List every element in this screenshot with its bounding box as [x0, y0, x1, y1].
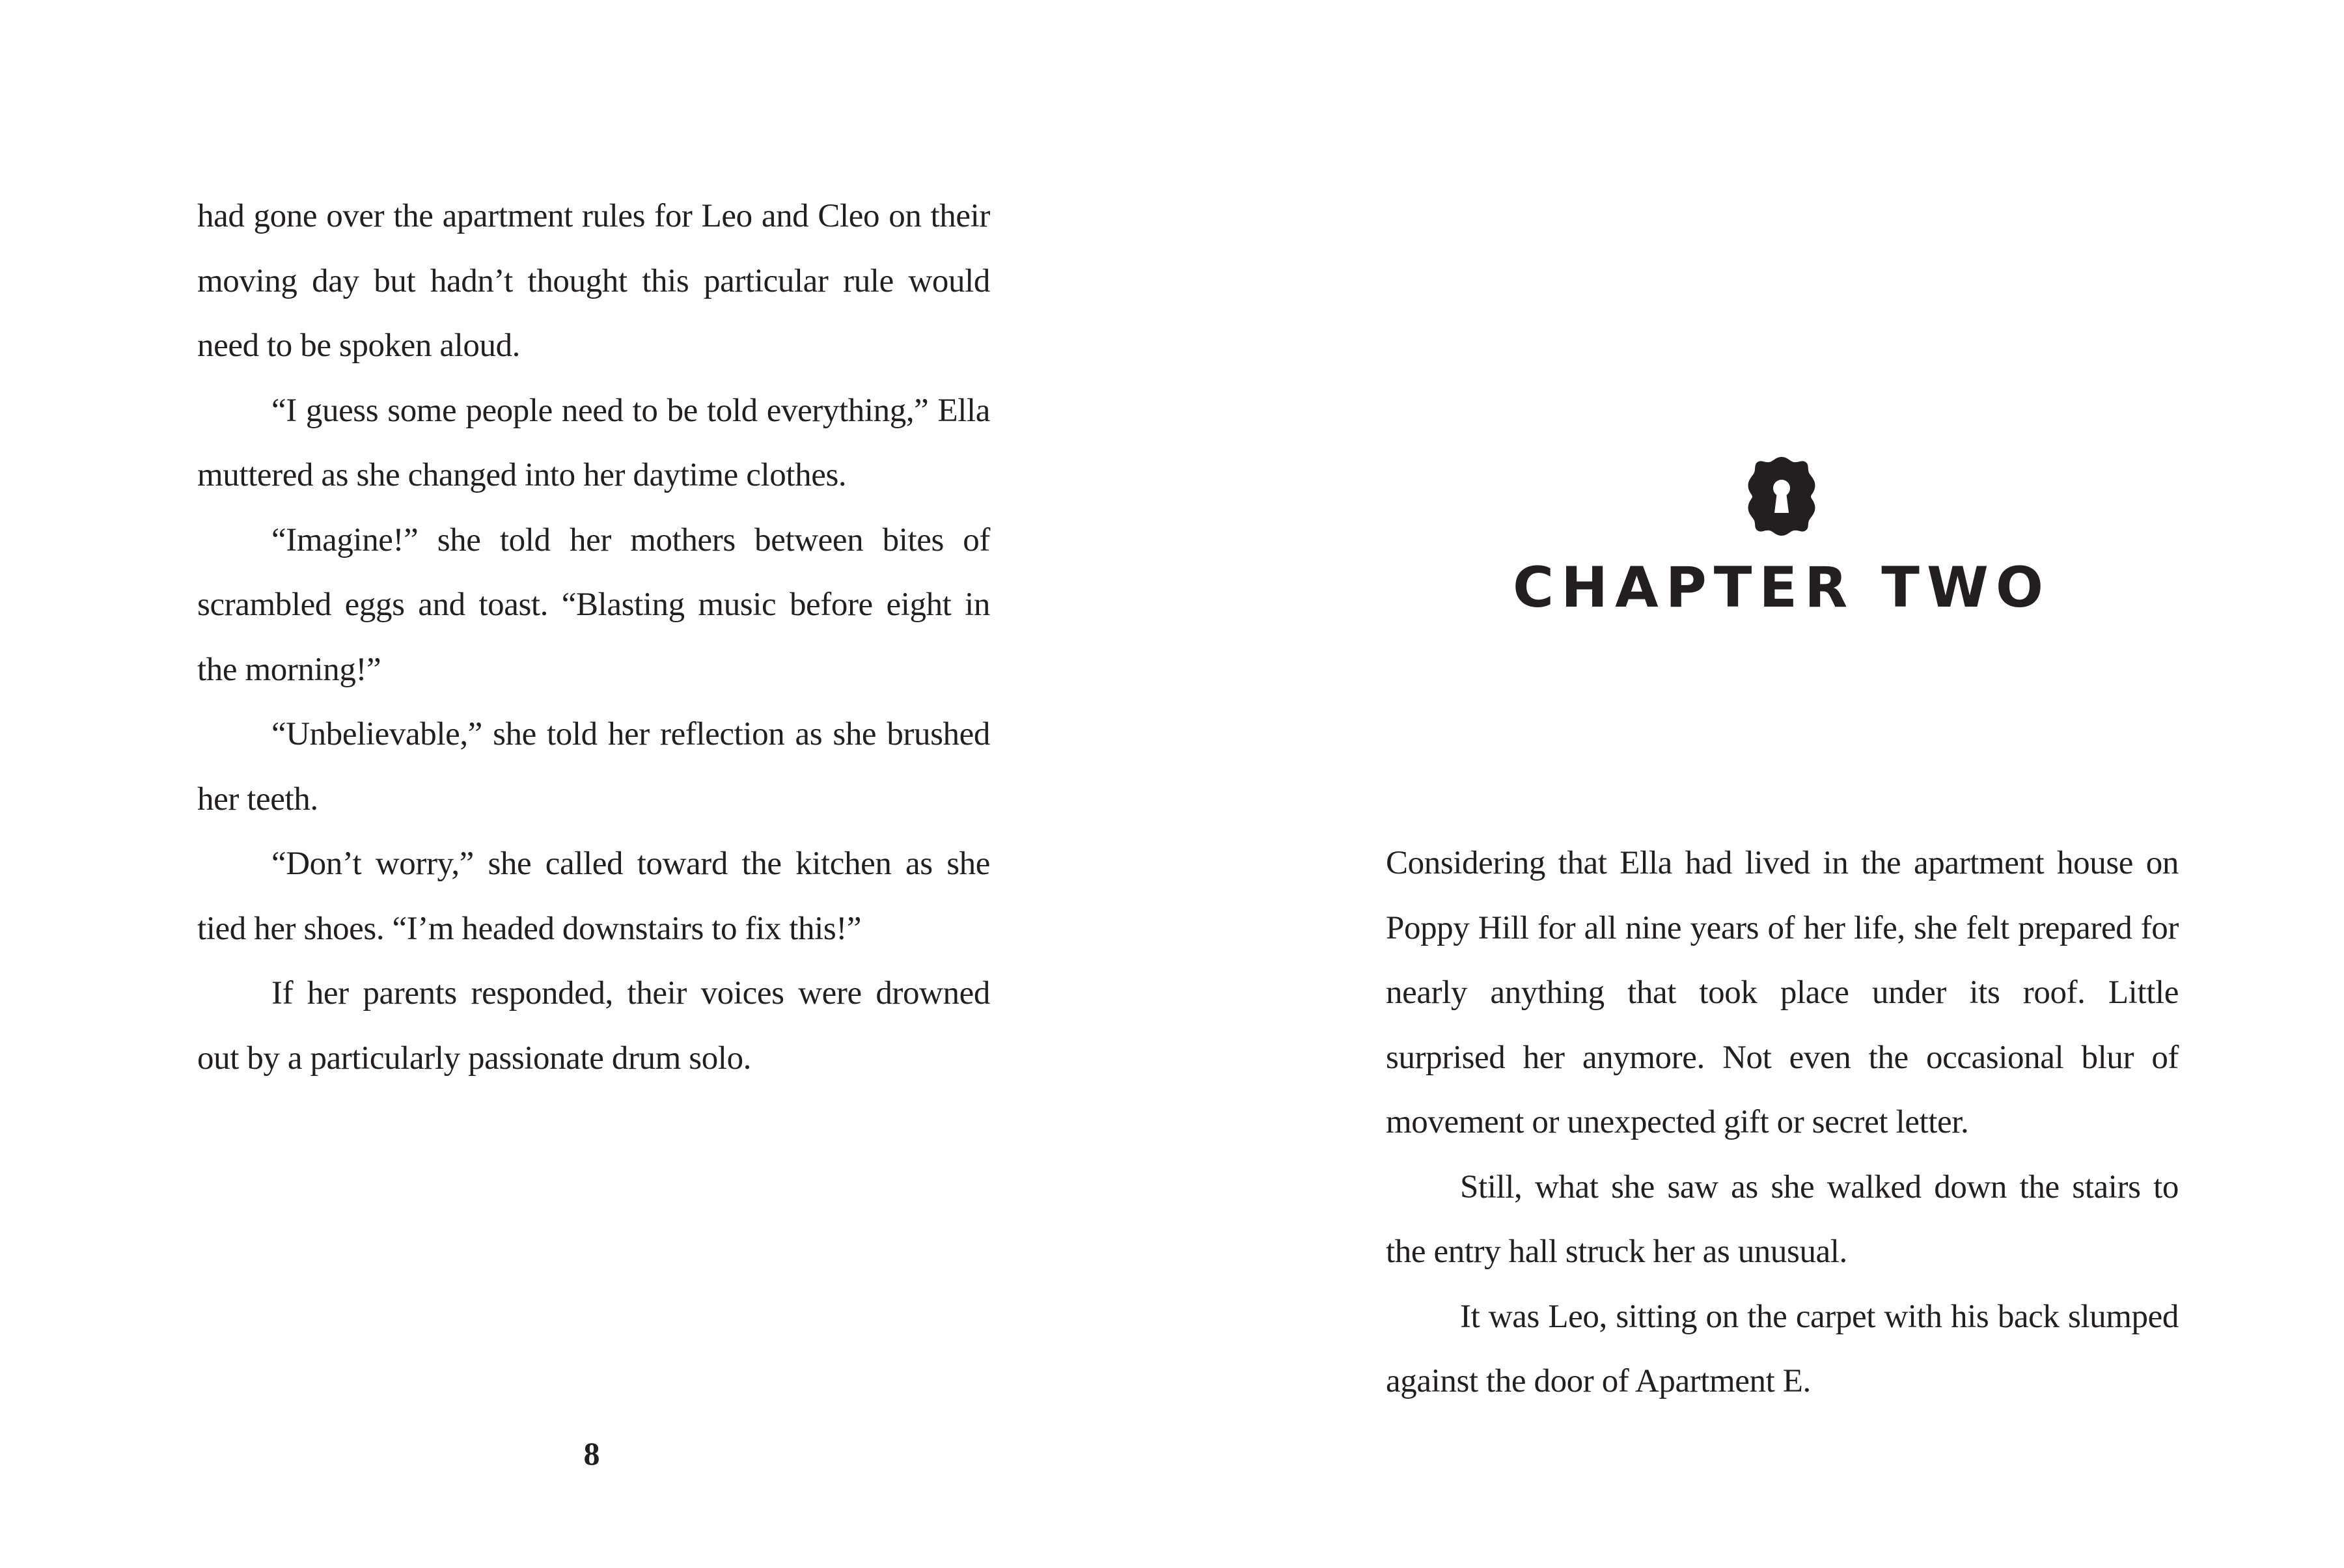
paragraph: “Don’t worry,” she called toward the kitchen as she tied her shoes. “I’m headed downstairs to fix this!”: [197, 846, 990, 947]
right-page: [1172, 0, 2344, 1568]
paragraph: It was Leo, sitting on the carpet with his back slumped against the door of Apartment E.: [1386, 1298, 2179, 1399]
paragraph: “Unbelievable,” she told her reflection as she brushed her teeth.: [197, 716, 990, 818]
page-number: 8: [583, 1435, 600, 1472]
paragraph: Considering that Ella had lived in the apartment house on Poppy Hill for all nine years of her life, she felt prepared for nearly anything that took place under its roof. Little surprised her anymore. Not even the occasional blur of movement or unexpected gift or secret letter.: [1386, 845, 2179, 1140]
chapter-title: CHAPTER TWO: [1513, 555, 2050, 620]
paragraph: Still, what she saw as she walked down the stairs to the entry hall struck her as unusual.: [1386, 1168, 2179, 1270]
paragraph: “I guess some people need to be told everything,” Ella muttered as she changed into her daytime clothes.: [197, 392, 990, 493]
left-page-body: [197, 184, 990, 1091]
paragraph: If her parents responded, their voices were drowned out by a particularly passionate drum solo.: [197, 975, 990, 1077]
right-page-body: [1386, 831, 2179, 1414]
paragraph: “Imagine!” she told her mothers between bites of scrambled eggs and toast. “Blasting music before eight in the morning!”: [197, 521, 990, 688]
paragraph: had gone over the apartment rules for Leo and Cleo on their moving day but hadn’t thought this particular rule would need to be spoken aloud.: [197, 198, 990, 364]
keyhole-icon: [1747, 456, 1816, 537]
